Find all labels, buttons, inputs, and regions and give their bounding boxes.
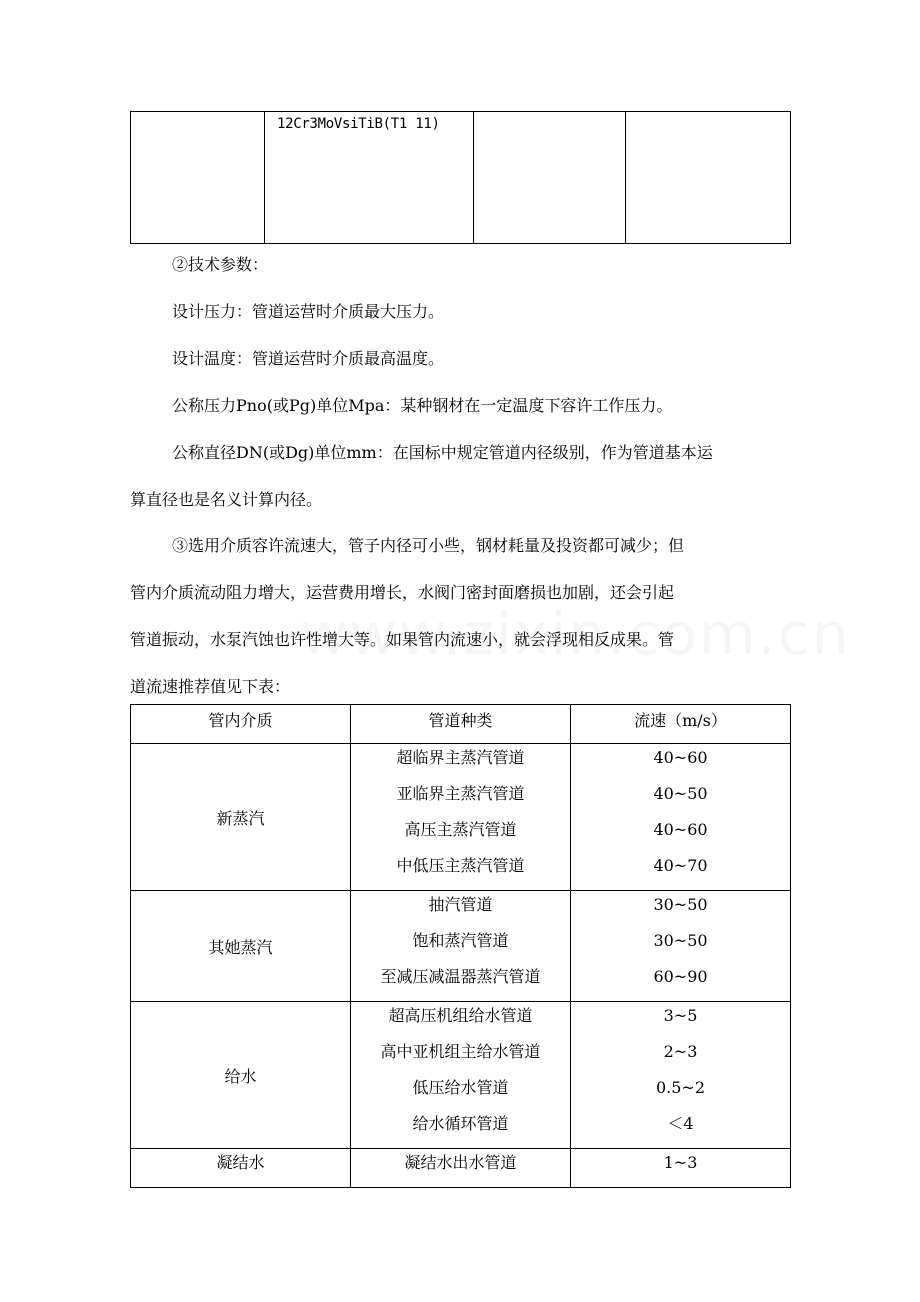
table-cell	[626, 112, 791, 244]
velocity-cell	[571, 1002, 791, 1149]
pipe-type-cell	[351, 1002, 571, 1149]
velocity-cell	[571, 744, 791, 891]
pipe-type: 至减压减温器蒸汽管道	[380, 967, 541, 986]
table-cell	[474, 112, 626, 244]
medium-cell: 其她蒸汽	[131, 891, 351, 1002]
pipe-type: 抽汽管道	[428, 895, 493, 914]
table-cell-material: 12Cr3MoVsiTiB(T1 11)	[265, 112, 474, 244]
paragraph-nominal-pressure: 公称压力Pno(或Pg)单位Mpa：某种钢材在一定温度下容许工作压力。	[172, 396, 673, 415]
pipe-type: 低压给水管道	[412, 1078, 509, 1097]
velocity-value: 40~50	[653, 784, 708, 803]
pipe-type-cell	[351, 891, 571, 1002]
table-row	[131, 744, 791, 891]
table-cell	[131, 112, 265, 244]
velocity-cell	[571, 891, 791, 1002]
velocity-value: 30~50	[653, 895, 708, 914]
pipe-type: 高压主蒸汽管道	[404, 820, 517, 839]
pipe-type: 超临界主蒸汽管道	[396, 748, 525, 767]
column-header-pipe-type: 管道种类	[351, 705, 571, 744]
pipe-type-cell	[351, 744, 571, 891]
medium-cell: 新蒸汽	[131, 744, 351, 891]
velocity-value: 60~90	[653, 967, 708, 986]
pipe-type: 饱和蒸汽管道	[412, 931, 509, 950]
velocity-value: 3~5	[663, 1006, 698, 1025]
pipe-type: 给水循环管道	[412, 1114, 509, 1133]
pipe-type: 凝结水出水管道	[404, 1153, 517, 1172]
table-row	[131, 1149, 791, 1188]
velocity-value: 40~60	[653, 748, 708, 767]
paragraph-flow-velocity: ③选用介质容许流速大，管子内径可小些，钢材耗量及投资都可减少；但 管内介质流动阻力增大，运营费用增长，水阀门密封面磨损也加剧，还会引起 管道振动，水泵汽蚀也许性增大等。如果管内流速小，就会浮现相反成果。管 道流速推荐值见下表：	[130, 536, 685, 696]
pipe-type-cell	[351, 1149, 571, 1188]
pipe-type: 高中亚机组主给水管道	[380, 1042, 541, 1061]
velocity-value: 1~3	[663, 1153, 698, 1172]
paragraph-design-temperature: 设计温度：管道运营时介质最高温度。	[172, 349, 445, 368]
table-header-row	[131, 705, 791, 744]
column-header-velocity: 流速（m/s）	[571, 705, 791, 744]
section-heading-technical-params: ②技术参数：	[172, 255, 269, 274]
medium-cell: 给水	[131, 1002, 351, 1149]
velocity-value: 2~3	[663, 1042, 698, 1061]
material-table-fragment	[130, 111, 791, 244]
velocity-cell	[571, 1149, 791, 1188]
pipe-type: 亚临界主蒸汽管道	[396, 784, 525, 803]
velocity-value: 0.5~2	[655, 1078, 706, 1097]
pipe-type: 中低压主蒸汽管道	[396, 856, 525, 875]
flow-velocity-table	[130, 704, 791, 1188]
paragraph-design-pressure: 设计压力：管道运营时介质最大压力。	[172, 302, 445, 321]
velocity-value: 40~60	[653, 820, 708, 839]
paragraph-nominal-diameter: 公称直径DN(或Dg)单位mm：在国标中规定管道内径级别，作为管道基本运 算直径也是名义计算内径。	[130, 443, 713, 509]
medium-cell	[131, 1149, 351, 1188]
column-header-medium: 管内介质	[131, 705, 351, 744]
velocity-value: 30~50	[653, 931, 708, 950]
table-row	[131, 1002, 791, 1149]
velocity-value: ＜4	[667, 1114, 694, 1133]
velocity-value: 40~70	[653, 856, 708, 875]
medium-label: 凝结水	[216, 1153, 265, 1172]
table-row	[131, 112, 791, 244]
table-row	[131, 891, 791, 1002]
pipe-type: 超高压机组给水管道	[388, 1006, 533, 1025]
